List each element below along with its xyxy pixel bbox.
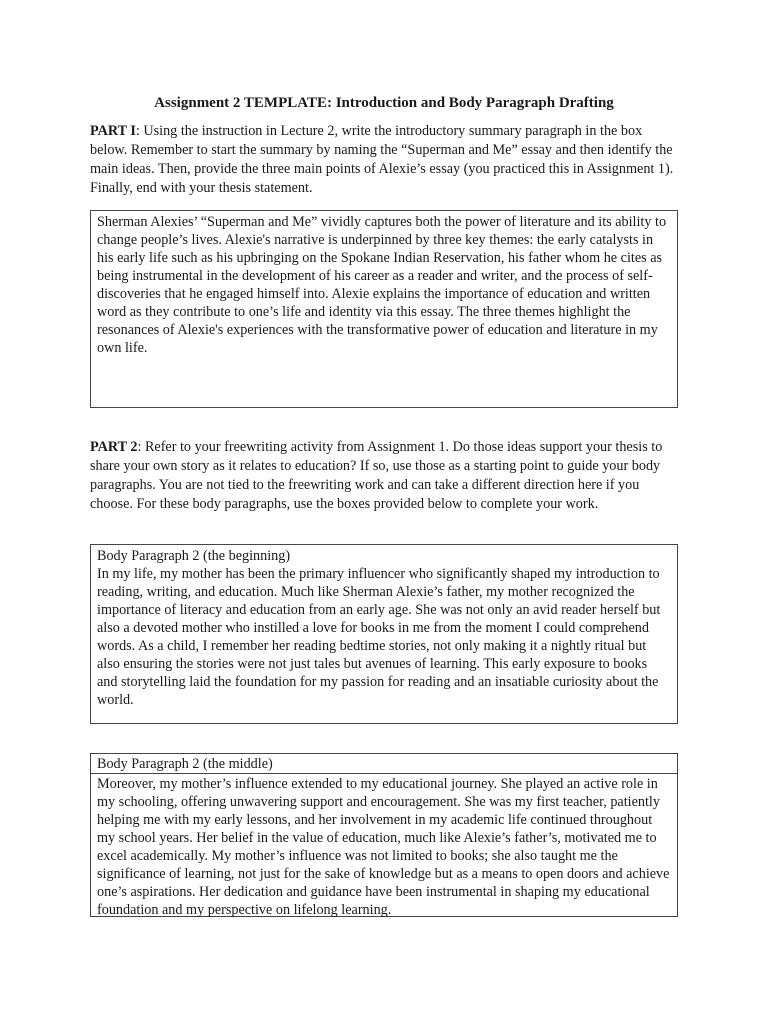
body-paragraph-middle-heading: Body Paragraph 2 (the middle) [97, 756, 273, 772]
body-paragraph-beginning-heading: Body Paragraph 2 (the beginning) [97, 548, 291, 564]
part2-label: PART 2 [90, 439, 138, 455]
part2-instructions-text: : Refer to your freewriting activity from Assignment 1. Do those ideas support your thesis to share your own story as it relates to education? If so, use those as a starting point to guide your body paragraphs. You are not tied to the freewriting work and can take a different direction here if you choose. For these body paragraphs, use the boxes provided below to complete your work. [90, 439, 663, 512]
document-title: Assignment 2 TEMPLATE: Introduction and Body Paragraph Drafting [154, 95, 614, 111]
body-paragraph-beginning-text: In my life, my mother has been the primary influencer who significantly shaped my introduction to reading, writing, and education. Much like Sherman Alexie’s father, my mother recognized the importance of literacy and education from an early age. She was not only an avid reader herself but also a devoted mother who instilled a love for books in me from the moment I could comprehend words. As a child, I remember her reading bedtime stories, not only making it a nightly ritual but also ensuring the stories were not just tales but avenues of learning. This early exposure to books and storytelling laid the foundation for my passion for reading and an insatiable curiosity about the world. [97, 566, 661, 708]
part1-instructions-text: : Using the instruction in Lecture 2, write the introductory summary paragraph in the box below. Remember to start the summary by naming the “Superman and Me” essay and then identify the main ideas. Then, provide the three main points of Alexie’s essay (you practiced this in Assignment 1). Finally, end with your thesis statement. [90, 123, 674, 196]
body-paragraph-middle-text: Moreover, my mother’s influence extended to my educational journey. She played an active role in my schooling, offering unwavering support and encouragement. She was my first teacher, patiently helping me with my early lessons, and her involvement in my academic life continued throughout my school years. Her belief in the value of education, much like Alexie’s father’s, motivated me to excel academically. My mother’s influence was not limited to books; she also taught me the significance of learning, not just for the sake of knowledge but as a means to open doors and achieve one’s aspirations. Her dedication and guidance have been instrumental in shaping my educational foundation and my perspective on lifelong learning. [97, 776, 670, 918]
part1-response-text: Sherman Alexies’ “Superman and Me” vividly captures both the power of literature and its ability to change people’s lives. Alexie's narrative is underpinned by three key themes: the early catalysts in his early life such as his upbringing on the Spokane Indian Reservation, his father whom he cites as being instrumental in the development of his career as a reader and writer, and the process of self-discoveries that he engaged himself into. Alexie explains the importance of education and written word as they contribute to one’s life and identity via this essay. The three themes highlight the resonances of Alexie's experiences with the transformative power of education and literature in my own life. [97, 214, 667, 356]
body-paragraph-middle-box[interactable] [90, 753, 678, 917]
part1-instructions [90, 122, 680, 198]
part1-label: PART I [90, 123, 136, 139]
part2-instructions [90, 438, 680, 514]
body-paragraph-beginning-box[interactable] [90, 544, 678, 724]
part1-response-box[interactable] [90, 210, 678, 408]
